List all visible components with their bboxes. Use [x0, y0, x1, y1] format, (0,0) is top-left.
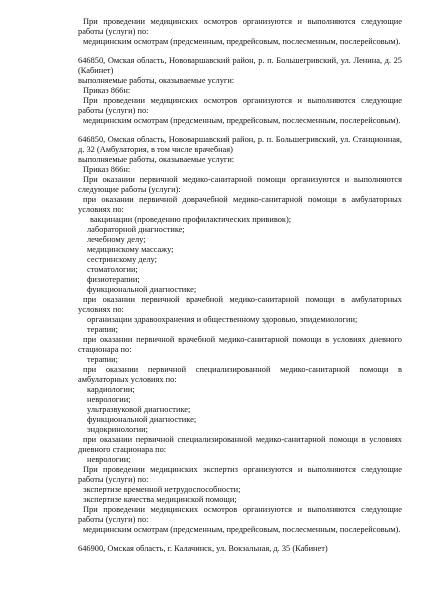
text-line: экспертизе качества медицинской помощи; — [83, 495, 237, 504]
text-line: 646850, Омская область, Нововаршавский район, р. п. Большегривский, ул. Станционная, д. 32 (Амбулатория, в том числе врачебная) — [78, 135, 402, 154]
text-line: при оказании первичной доврачебной медико-санитарной помощи в амбулаторных условиях по: — [78, 195, 402, 214]
text-line: стоматологии; — [87, 265, 138, 274]
text-line: медицинским осмотрам (предсменным, предрейсовым, послесменным, послерейсовым). — [83, 37, 401, 46]
text-line: при оказании первичной специализированной медико-санитарной помощи в амбулаторных условиях по: — [78, 365, 402, 384]
paragraph-gap — [78, 47, 402, 56]
text-line: ультразвуковой диагностике; — [87, 405, 191, 414]
text-line: эндокринологии; — [87, 425, 148, 434]
text-line: Приказ 866н: — [83, 165, 131, 174]
text-line: лабораторной диагностике; — [87, 225, 185, 234]
text-line: вакцинации (проведению профилактических прививок); — [90, 215, 292, 224]
text-line: физиотерапии; — [87, 275, 140, 284]
text-line: При проведении медицинских экспертиз организуются и выполняются следующие работы (услуги) по: — [78, 465, 402, 484]
text-line: терапии; — [87, 355, 118, 364]
text-line: медицинским осмотрам (предсменным, предрейсовым, послесменным, послерейсовым). — [83, 525, 401, 534]
text-line: При оказании первичной медико-санитарной помощи организуются и выполняются следующие работы (услуги): — [78, 175, 402, 194]
text-line: при оказании первичной врачебной медико-санитарной помощи в условиях дневного стационара по: — [78, 335, 402, 354]
text-line: При проведении медицинских осмотров организуются и выполняются следующие работы (услуги) по: — [78, 17, 402, 36]
text-line: При проведении медицинских осмотров организуются и выполняются следующие работы (услуги) по: — [78, 505, 402, 524]
text-line: при оказании первичной специализированной медико-санитарной помощи в условиях дневного стационара по: — [78, 435, 402, 454]
document-body — [78, 17, 402, 554]
text-line: выполняемые работы, оказываемые услуги: — [78, 155, 235, 164]
text-line: медицинским осмотрам (предсменным, предрейсовым, послесменным, послерейсовым). — [83, 116, 401, 125]
text-line: функциональной диагностике; — [87, 415, 197, 424]
text-line: неврологии; — [87, 395, 131, 404]
text-line: функциональной диагностике; — [87, 285, 197, 294]
text-line: 646850, Омская область, Нововаршавский район, р. п. Большегривский, ул. Ленина, д. 25 (Кабинет) — [78, 56, 402, 75]
text-line: 646900, Омская область, г. Калачинск, ул. Вокзальная, д. 35 (Кабинет) — [78, 544, 328, 553]
text-line: при оказании первичной врачебной медико-санитарной помощи в амбулаторных условиях по: — [78, 295, 402, 314]
text-line: терапии; — [87, 325, 118, 334]
text-line: организации здравоохранения и общественному здоровью, эпидемиологии; — [87, 315, 358, 324]
text-line: кардиологии; — [87, 385, 135, 394]
text-line: медицинскому массажу; — [87, 245, 174, 254]
text-line: неврологии; — [87, 455, 131, 464]
paragraph-gap — [78, 126, 402, 135]
text-line: При проведении медицинских осмотров организуются и выполняются следующие работы (услуги) по: — [78, 96, 402, 115]
text-line: выполняемые работы, оказываемые услуги: — [78, 76, 235, 85]
text-line: экспертизе временной нетрудоспособности; — [83, 485, 241, 494]
text-line: Приказ 866н: — [83, 86, 131, 95]
text-line: сестринскому делу; — [87, 255, 157, 264]
paragraph-gap — [78, 535, 402, 544]
text-line: лечебному делу; — [87, 235, 146, 244]
